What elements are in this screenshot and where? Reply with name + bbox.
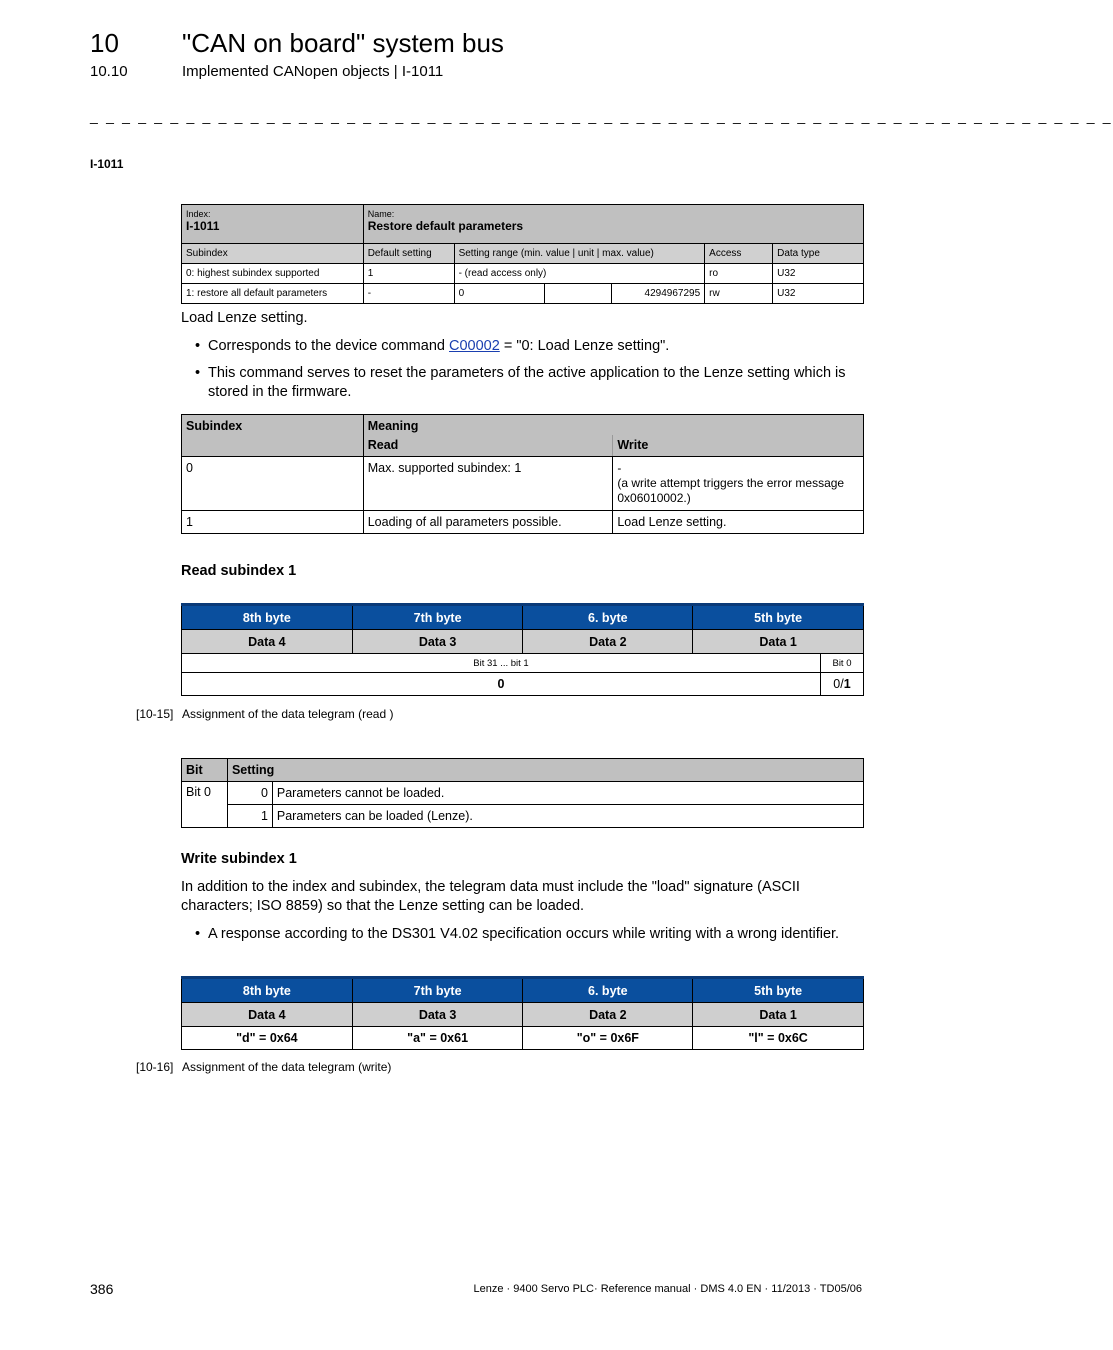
data-3: Data 3 [352, 630, 523, 654]
value-a: "a" = 0x61 [352, 1027, 523, 1050]
table-row [182, 264, 864, 284]
bullet-text: Corresponds to the device command [208, 338, 449, 354]
bit-table [181, 758, 864, 828]
intro-text: Load Lenze setting. [181, 310, 308, 326]
cell-subindex: 0: highest subindex supported [182, 264, 364, 284]
byte-7: 7th byte [352, 978, 523, 1003]
bit-0: Bit 0 [821, 654, 864, 673]
cell-subindex: 1: restore all default parameters [182, 284, 364, 304]
data-2: Data 2 [523, 1003, 693, 1027]
bullet-dot: • [195, 365, 201, 381]
write-header: Write [613, 435, 864, 457]
write-paragraph: In addition to the index and subindex, the telegram data must include the "load" signature (ASCII characters; ISO 8859) so that the Lenze setting can be loaded. [181, 879, 800, 914]
cell-min: 0 [454, 284, 545, 304]
byte-6: 6. byte [523, 978, 693, 1003]
cell-default: 1 [363, 264, 454, 284]
col-range: Setting range (min. value | unit | max. value) [454, 244, 705, 264]
byte-7: 7th byte [352, 605, 523, 630]
table-row [182, 457, 864, 511]
c00002-link[interactable]: C00002 [449, 338, 500, 354]
byte-5: 5th byte [693, 978, 864, 1003]
cell-unit [545, 284, 612, 304]
read-header: Read [363, 435, 613, 457]
bit-header: Bit [182, 759, 228, 782]
write-heading: Write subindex 1 [181, 851, 297, 867]
cell-access: ro [705, 264, 773, 284]
data-4: Data 4 [182, 630, 353, 654]
data-1: Data 1 [693, 1003, 864, 1027]
bit-text: Parameters cannot be loaded. [272, 782, 863, 805]
section-title: Implemented CANopen objects | I-1011 [182, 63, 444, 80]
byte-5: 5th byte [693, 605, 864, 630]
value-bit0-b: 1 [843, 677, 851, 691]
table-row [182, 284, 864, 304]
cell-type: U32 [773, 264, 864, 284]
write-bullet [195, 925, 858, 944]
bit-name: Bit 0 [182, 782, 228, 828]
bullet-2 [195, 364, 858, 402]
write-line-2: (a write attempt triggers the error message 0x06010002.) [617, 476, 845, 505]
table-row [182, 782, 864, 805]
bit-value: 1 [227, 805, 272, 828]
index-value: I-1011 [186, 219, 220, 233]
data-1: Data 1 [693, 630, 864, 654]
read-byte-table [181, 603, 864, 696]
object-label: I-1011 [90, 157, 124, 171]
meaning-header: Meaning [363, 415, 863, 436]
bit-value: 0 [227, 782, 272, 805]
cell-type: U32 [773, 284, 864, 304]
write-byte-table [181, 976, 864, 1050]
footer-text: Lenze · 9400 Servo PLC· Reference manual · DMS 4.0 EN · 11/2013 · TD05/06 [473, 1283, 862, 1295]
bullet-1 [195, 337, 858, 356]
bullet-text: A response according to the DS301 V4.02 specification occurs while writing with a wrong identifier. [208, 926, 840, 942]
bullet-dot: • [195, 338, 201, 354]
value-high: 0 [182, 673, 821, 696]
byte-8: 8th byte [182, 978, 353, 1003]
chapter-number: 10 [90, 28, 119, 58]
value-bit0 [821, 673, 864, 696]
value-o: "o" = 0x6F [523, 1027, 693, 1050]
cell-write: Load Lenze setting. [613, 511, 864, 534]
byte-8: 8th byte [182, 605, 353, 630]
value-bit0-a: 0/ [833, 677, 844, 691]
header-rule: _ _ _ _ _ _ _ _ _ _ _ _ _ _ _ _ _ _ _ _ _ _ _ _ _ _ _ _ _ _ _ _ _ _ _ _ _ _ _ _ _ _ _ _ _ _ _ _ _ _ _ _ _ _ _ _ _ _ _ _ _ _ _ _ [90, 108, 1113, 124]
data-3: Data 3 [352, 1003, 523, 1027]
section-number: 10.10 [90, 63, 128, 80]
write-line-1: - [617, 461, 622, 475]
bullet-text-suffix: = "0: Load Lenze setting". [499, 338, 670, 354]
bullet-dot: • [195, 926, 201, 942]
meaning-table [181, 414, 864, 534]
caption-read-number: [10-15] [136, 707, 174, 721]
data-2: Data 2 [523, 630, 693, 654]
value-l: "l" = 0x6C [693, 1027, 864, 1050]
data-4: Data 4 [182, 1003, 353, 1027]
cell-max: 4294967295 [612, 284, 705, 304]
read-heading: Read subindex 1 [181, 563, 297, 579]
cell-range: - (read access only) [454, 264, 705, 284]
subindex-header: Subindex [182, 415, 364, 457]
table-row [182, 805, 864, 828]
caption-write-number: [10-16] [136, 1060, 174, 1074]
setting-header: Setting [227, 759, 863, 782]
bit-range: Bit 31 ... bit 1 [182, 654, 821, 673]
table-row [182, 511, 864, 534]
col-access: Access [705, 244, 773, 264]
name-value: Restore default parameters [367, 219, 524, 233]
bullet-text: This command serves to reset the parameters of the active application to the Lenze setting which is stored in the firmware. [208, 365, 846, 400]
cell-read: Max. supported subindex: 1 [363, 457, 613, 511]
col-default: Default setting [363, 244, 454, 264]
cell-access: rw [705, 284, 773, 304]
index-caption: Index: [186, 209, 211, 219]
cell-subindex: 0 [182, 457, 364, 511]
caption-write: Assignment of the data telegram (write) [182, 1060, 392, 1074]
caption-read: Assignment of the data telegram (read ) [182, 707, 394, 721]
name-caption: Name: [367, 209, 395, 219]
object-table [181, 204, 864, 304]
bit-text: Parameters can be loaded (Lenze). [272, 805, 863, 828]
cell-subindex: 1 [182, 511, 364, 534]
byte-6: 6. byte [523, 605, 693, 630]
cell-read: Loading of all parameters possible. [363, 511, 613, 534]
col-subindex: Subindex [182, 244, 364, 264]
cell-default: - [363, 284, 454, 304]
col-type: Data type [773, 244, 864, 264]
cell-write [613, 457, 864, 511]
page-number: 386 [90, 1281, 114, 1297]
chapter-title: "CAN on board" system bus [182, 28, 504, 58]
value-d: "d" = 0x64 [182, 1027, 353, 1050]
